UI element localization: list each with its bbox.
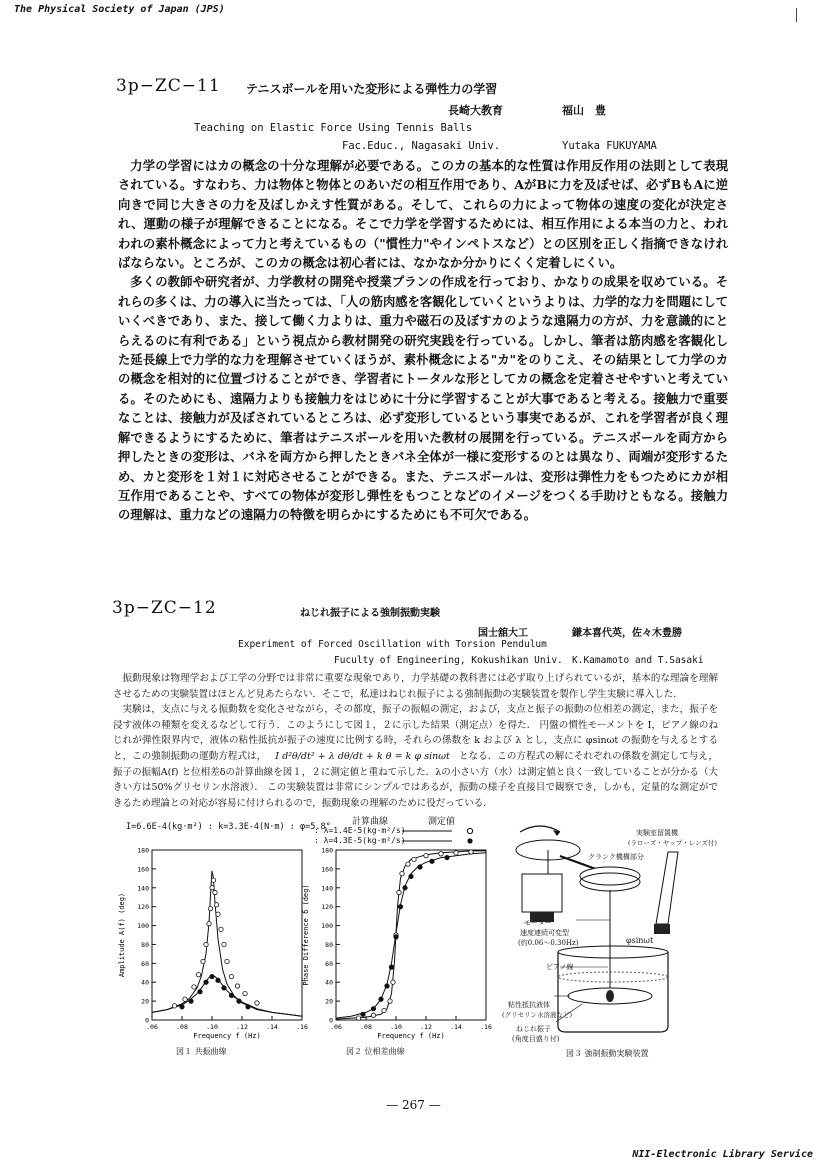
label-viscous-liquid: 粘性抵抗液体 bbox=[508, 1001, 550, 1009]
article2-paragraph: 振動現象は物理学および工学の分野では非常に重要な現象であり，力学基礎の教科書には必ず取り上げられているが，基本的な理論を理解させるための実験装置はほとんど見あたらない．そこで，私達はねじれ振子による強制振動の実験装置を製作し学生実験に導入した． bbox=[113, 673, 718, 700]
article1-affiliation-en: Fac.Educ., Nagasaki Univ. bbox=[342, 140, 501, 152]
y-axis-label: Phase Difference δ (deg) bbox=[302, 884, 310, 986]
y-tick-label: 140 bbox=[321, 884, 333, 893]
article2-author-ja: 鎌本喜代英，佐々木豊勝 bbox=[572, 628, 682, 639]
measured-point-open bbox=[204, 942, 208, 946]
measured-point-filled bbox=[379, 997, 383, 1001]
article1-affiliation-ja: 長崎大教育 bbox=[448, 104, 503, 117]
measured-point-filled bbox=[398, 904, 402, 908]
figure1-caption: 図１ 共振曲線 bbox=[176, 1047, 227, 1056]
measured-point-filled bbox=[389, 965, 393, 969]
label-measuring-device: 実験室留置機 bbox=[636, 829, 678, 837]
x-tick-label: .14 bbox=[266, 1023, 278, 1031]
label-measuring-device-sub: (ラローズ・ヤップ・レンズ付) bbox=[628, 839, 717, 847]
article1-title-en: Teaching on Elastic Force Using Tennis Balls bbox=[194, 122, 473, 134]
figure-parameters: I=6.6E-4(kg·m²) : k=3.3E-4(N·m) : φ=5.8° bbox=[126, 822, 331, 832]
measured-point-filled bbox=[430, 859, 434, 863]
equation-of-motion: I d²θ/dt² + λ dθ/dt + k θ = k φ sinωt bbox=[275, 750, 450, 762]
label-crank: クランク機構部分 bbox=[588, 853, 644, 861]
measured-point-open bbox=[183, 997, 187, 1001]
measured-point-open bbox=[382, 1008, 386, 1012]
y-axis-label: Amplitude A(f) (deg) bbox=[118, 892, 126, 978]
measured-point-open bbox=[229, 974, 233, 978]
measured-point-open bbox=[356, 1016, 360, 1020]
x-tick-label: .16 bbox=[296, 1023, 308, 1031]
library-footer: NII-Electronic Library Service bbox=[632, 1149, 813, 1160]
measured-point-filled bbox=[385, 984, 389, 988]
x-tick-label: .16 bbox=[480, 1023, 492, 1031]
x-tick-label: .08 bbox=[176, 1023, 188, 1031]
plot-frame bbox=[152, 850, 302, 1020]
telescope-lens bbox=[654, 924, 670, 934]
measured-point-open bbox=[216, 912, 220, 916]
measured-point-filled bbox=[361, 1012, 365, 1016]
article1-paragraph: 多くの教師や研究者が、力学教材の開発や授業プランの作成を行っており、かなりの成果を収めている。それらの多くは、力の導入に当たっては、「人の筋肉感を客観化していくというよりは、力学的な力を問題にしていくべきであり、また、接して働く力よりは、重力や磁石の及ぼすカのような遠隔力の方が、力を意識的にとらえるのに有利である」という視点から教材開発の研究実践を行っている。しかし、筆者は筋肉感を客観化した延長線上で力学的な力を理解させていくほうが、素朴概念による"カ"をのりこえ、その結果として力学のカの概念を相対的に位置づけることができ、学習者にトータルな形としてカの概念を定着させやすいと考えている。そのためにも、遠隔力よりも接触力をはじめに十分に学習することが大事であると考える。接触力で重要なことは、接触力が及ぼされているところは、必ず変形しているという事実であるが、これを学習者が良く理解できるようにするために、筆者はテニスボールを用いた教材の展開を行っている。テニスボールを両方から押したときの変形は、バネを両方から押したときバネ全体が一様に変形するのとは異なり、両端が変形するため、カと変形を１対１に対応させることができる。また、テニスボールは、変形は弾性力をもつためにカが相互作用であることや、すべての物体が変形し弾性をもつことなどのイメージをつくる手助けともなる。接触力の理解は、重力などの遠隔力の特徴を明らかにするためにも不可欠である。 bbox=[118, 274, 728, 523]
article2-title-en: Experiment of Forced Oscillation with Torsion Pendulum bbox=[238, 639, 547, 650]
y-tick-label: 0 bbox=[329, 1016, 333, 1025]
y-tick-label: 180 bbox=[321, 846, 333, 855]
label-pendulum: ねじれ振子 bbox=[516, 1025, 551, 1033]
measured-point-filled bbox=[180, 1005, 184, 1009]
measured-point-open bbox=[454, 851, 458, 855]
calculated-curve-0 bbox=[152, 871, 302, 1016]
article1-paragraph: 力学の学習にはカの概念の十分な理解が必要である。このカの基本的な性質は作用反作用の法則として表現されている。すなわち、力は物体と物体とのあいだの相互作用であり、AがBに力を及ぼせば、必ずBもAに逆向きで同じ大きさの力を及ぼしかえす性質がある。そして、これらの力によって物体の速度の変化が決定され、運動の様子が理解できることになる。そこで力学を学習するためには、相互作用による本当の力と、われわれの素朴概念によって力と考えているもの（"慣性力"やインペトスなど）との区別を正しく指摘できなければならない。ところが、このカの概念は初心者には、なかなか分かりにくく定着しにくい。 bbox=[118, 158, 728, 271]
measured-point-open bbox=[207, 921, 211, 925]
y-tick-label: 60 bbox=[141, 959, 149, 968]
measured-point-filled bbox=[403, 886, 407, 890]
measured-point-filled bbox=[409, 874, 413, 878]
article1-author-ja: 福山 豊 bbox=[562, 104, 606, 117]
y-tick-label: 40 bbox=[141, 978, 149, 987]
legend-meas-label: 測定値 bbox=[428, 817, 456, 827]
publisher-header: The Physical Society of Japan (JPS) bbox=[14, 4, 225, 15]
y-tick-label: 160 bbox=[137, 865, 149, 874]
measured-point-open bbox=[210, 886, 214, 890]
liquid-surface bbox=[558, 972, 668, 982]
calculated-curve-1 bbox=[152, 976, 302, 1017]
measured-point-open bbox=[208, 906, 212, 910]
label-motor-sub: 速度連続可変型 bbox=[520, 929, 569, 937]
resonance-curve-chart bbox=[112, 844, 312, 1044]
legend-open-marker bbox=[467, 828, 472, 833]
label-viscous-liquid-sub: (グリセリン水溶液など) bbox=[502, 1011, 573, 1019]
y-tick-label: 20 bbox=[141, 997, 149, 1006]
measured-point-filled bbox=[204, 980, 208, 984]
article2-title-ja: ねじれ振子による強制振動実験 bbox=[300, 608, 440, 619]
measured-point-open bbox=[172, 1004, 176, 1008]
measured-point-open bbox=[196, 972, 200, 976]
article1-body bbox=[118, 156, 728, 525]
measured-point-open bbox=[213, 890, 217, 894]
article2-author-en: K.Kamamoto and T.Sasaki bbox=[572, 655, 704, 666]
measured-point-filled bbox=[216, 978, 220, 982]
measured-point-filled bbox=[371, 1006, 375, 1010]
phase-difference-chart bbox=[296, 844, 496, 1044]
measured-point-open bbox=[235, 984, 239, 988]
article1-number: 3p−ZC−11 bbox=[116, 76, 221, 96]
measured-point-open bbox=[225, 959, 229, 963]
measured-point-open bbox=[192, 985, 196, 989]
label-piano-wire: ピアノ線 bbox=[546, 963, 574, 971]
x-tick-label: .10 bbox=[390, 1023, 402, 1031]
measured-point-filled bbox=[418, 865, 422, 869]
y-tick-label: 80 bbox=[141, 940, 149, 949]
y-tick-label: 40 bbox=[325, 978, 333, 987]
measured-point-filled bbox=[445, 855, 449, 859]
article1-author-en: Yutaka FUKUYAMA bbox=[562, 140, 657, 152]
legend-keys bbox=[400, 826, 480, 846]
measured-point-open bbox=[211, 878, 215, 882]
measured-point-open bbox=[371, 1013, 375, 1017]
article2-affiliation-en: Fuculty of Engineering, Kokushikan Univ. bbox=[334, 655, 563, 666]
x-tick-label: .10 bbox=[206, 1023, 218, 1031]
measured-point-filled bbox=[210, 974, 214, 978]
measured-point-filled bbox=[237, 999, 241, 1003]
measured-point-open bbox=[219, 927, 223, 931]
article2-text: となる．この方程式の解にそれぞれの係数を測定して与え，振子の振幅A(f) と位相差δの計算曲線を図１，２に測定値と重ねて示した．λの小さい方（水）は測定値と良く一致していることが分かる（大きい方は50%グリセリン水溶液）． この実験装置は非常にシンプルではあるが，振動の様子を直接目で観察でき，しかも，定量的な測定ができるため理論との対応が容易に付けられるので，振動現象の理解のために役だっている． bbox=[113, 750, 718, 809]
y-tick-label: 140 bbox=[137, 884, 149, 893]
x-tick-label: .14 bbox=[450, 1023, 462, 1031]
article2-paragraph bbox=[113, 702, 718, 811]
measured-point-open bbox=[214, 903, 218, 907]
x-tick-label: .08 bbox=[360, 1023, 372, 1031]
measured-point-filled bbox=[229, 993, 233, 997]
measured-point-open bbox=[439, 852, 443, 856]
x-tick-label: .06 bbox=[330, 1023, 342, 1031]
legend-filled-marker bbox=[467, 838, 472, 843]
x-axis-label: Frequency f (Hz) bbox=[193, 1032, 261, 1040]
measured-point-open bbox=[391, 980, 395, 984]
measured-point-filled bbox=[222, 986, 226, 990]
label-motor: モーター bbox=[524, 919, 552, 927]
x-tick-label: .12 bbox=[236, 1023, 248, 1031]
measured-point-open bbox=[255, 1001, 259, 1005]
y-tick-label: 0 bbox=[145, 1016, 149, 1025]
page-number: — 267 — bbox=[386, 1098, 441, 1112]
pendulum-hub bbox=[606, 990, 614, 1002]
measured-point-open bbox=[469, 850, 473, 854]
measured-point-open bbox=[243, 991, 247, 995]
article1-title-ja: テニスボールを用いた変形による弾性力の学習 bbox=[246, 82, 498, 96]
legend-lambda1: : λ=1.4E-5(kg·m²/s) bbox=[314, 826, 406, 835]
label-motor-range: (約0.06〜0.30Hz) bbox=[518, 939, 579, 947]
measured-point-filled bbox=[394, 935, 398, 939]
measured-point-open bbox=[412, 857, 416, 861]
legend-lambda2: : λ=4.3E-5(kg·m²/s) bbox=[314, 836, 406, 845]
measured-point-open bbox=[201, 959, 205, 963]
label-pendulum-sub: (角度目盛り付) bbox=[512, 1035, 560, 1043]
legend-calc-label: 計算曲線 bbox=[352, 817, 389, 827]
y-tick-label: 180 bbox=[137, 846, 149, 855]
figure3-caption: 図３ 強制振動実験装置 bbox=[566, 1049, 649, 1058]
measured-point-open bbox=[388, 999, 392, 1003]
y-tick-label: 120 bbox=[137, 903, 149, 912]
measured-point-open bbox=[222, 942, 226, 946]
y-tick-label: 60 bbox=[325, 959, 333, 968]
article2-body bbox=[113, 671, 718, 811]
figure2-caption: 図２ 位相差曲線 bbox=[346, 1047, 405, 1056]
y-tick-label: 80 bbox=[325, 940, 333, 949]
article2-text: 実験は，支点に与える振動数を変化させながら，その都度，振子の振幅の測定，および，支点と振子の振動の位相差の測定，また，振子を浸す液体の種類を変えるなどして行う．このようにして図１，２に示した結果（測定点）を得た． 円盤の慣性モーメントを I，ピアノ線のねじれが弾性限界内で，液体の粘性抵抗が振子の速度に比例する時，それらの係数を k および λ とし，支点に φsinωt の振動を与えるとすると，この強制振動の運動方程式は， bbox=[113, 704, 718, 762]
telescope-body bbox=[656, 852, 678, 924]
measured-point-filled bbox=[246, 1005, 250, 1009]
y-tick-label: 20 bbox=[325, 997, 333, 1006]
measured-point-open bbox=[406, 862, 410, 866]
measured-point-open bbox=[400, 871, 404, 875]
header-divider bbox=[796, 8, 797, 22]
x-tick-label: .06 bbox=[146, 1023, 158, 1031]
y-tick-label: 100 bbox=[321, 922, 333, 931]
article2-affiliation-ja: 国士舘大工 bbox=[478, 628, 528, 639]
measured-point-open bbox=[397, 890, 401, 894]
y-tick-label: 120 bbox=[321, 903, 333, 912]
y-tick-label: 100 bbox=[137, 922, 149, 931]
motor-body bbox=[522, 874, 562, 912]
measured-point-filled bbox=[189, 999, 193, 1003]
label-drive-function: φsinωt bbox=[626, 936, 654, 945]
x-tick-label: .12 bbox=[420, 1023, 432, 1031]
measured-point-filled bbox=[198, 989, 202, 993]
article2-number: 3p−ZC−12 bbox=[112, 598, 217, 618]
y-tick-label: 160 bbox=[321, 865, 333, 874]
x-axis-label: Frequency f (Hz) bbox=[377, 1032, 445, 1040]
measured-point-open bbox=[424, 853, 428, 857]
